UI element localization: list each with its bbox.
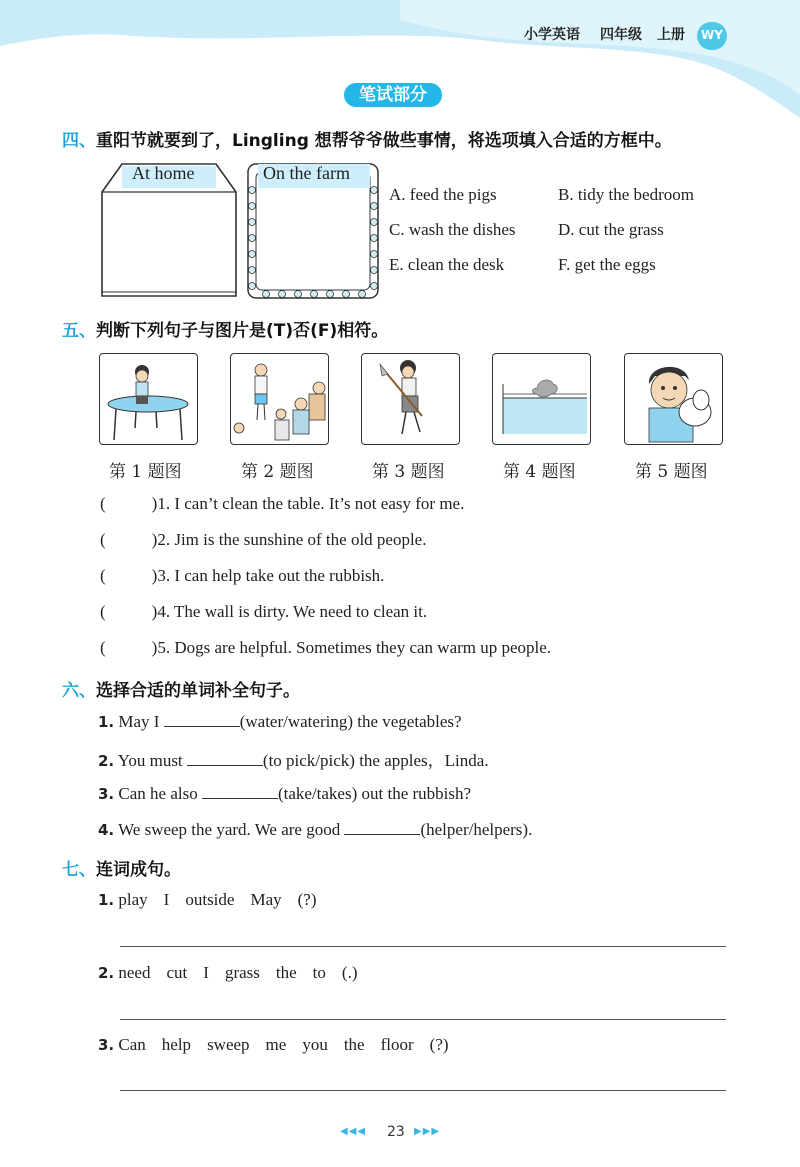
boy-cleaning-table-illustration: [100, 354, 197, 444]
q6-number: 六、: [62, 681, 96, 701]
q5-number: 五、: [62, 321, 96, 341]
item-number: 2.: [98, 964, 115, 982]
q6-title: 选择合适的单词补全句子。: [96, 681, 300, 701]
q5-heading: [62, 316, 388, 341]
sentence-before: You must: [117, 751, 183, 770]
q4-title: 重阳节就要到了，Lingling 想帮爷爷做些事情，将选项填入合适的方框中。: [96, 131, 672, 151]
section-banner: 笔试部分: [344, 83, 442, 107]
header-grade: 四年级: [600, 27, 642, 43]
sentence-before: Can he also: [118, 784, 198, 803]
scrambled-word: you: [302, 1035, 328, 1054]
prev-arrows-icon: ◀◀◀: [340, 1126, 367, 1137]
picture-4: [492, 353, 591, 445]
q5-item-5: [100, 638, 551, 658]
next-arrows-icon: ▶▶▶: [414, 1126, 441, 1137]
q5-item-text: 4. The wall is dirty. We need to clean it.: [157, 602, 428, 621]
scrambled-word: the: [343, 1035, 365, 1054]
scrambled-word: me: [265, 1035, 287, 1054]
answer-line-2[interactable]: [120, 1019, 726, 1020]
scrambled-word: help: [161, 1035, 192, 1054]
answer-line-1[interactable]: [120, 946, 726, 947]
answer-close-paren: ): [151, 530, 158, 549]
sentence-before: May I: [118, 712, 160, 731]
q5-item-text: 1. I can’t clean the table. It’s not easy for me.: [157, 494, 465, 513]
option-d: D. cut the grass: [558, 220, 664, 239]
picture-5: [624, 353, 723, 445]
q5-item-2: [100, 530, 426, 550]
end-punctuation: (?): [429, 1035, 449, 1054]
boy-hugging-dog-illustration: [625, 354, 722, 444]
q4-heading: [62, 126, 672, 151]
q4-number: 四、: [62, 131, 96, 151]
scrambled-word: Can: [118, 1035, 146, 1054]
scrambled-word: sweep: [207, 1035, 250, 1054]
picture-3: [361, 353, 460, 445]
girl-with-broom-illustration: [362, 354, 459, 444]
end-punctuation: (.): [341, 963, 358, 982]
scrambled-word: floor: [380, 1035, 414, 1054]
scrambled-word: cut: [166, 963, 188, 982]
answer-open-paren: (: [100, 602, 106, 621]
scrambled-word: to: [312, 963, 326, 982]
q5-item-text: 3. I can help take out the rubbish.: [157, 566, 385, 585]
item-number: 1.: [98, 713, 115, 731]
item-number: 2.: [98, 752, 115, 770]
header-volume: 上册: [657, 27, 685, 43]
caption-1: 第 1 题图: [109, 462, 182, 482]
answer-open-paren: (: [100, 638, 106, 657]
fill-blank[interactable]: [187, 749, 263, 766]
q5-title: 判断下列句子与图片是(T)否(F)相符。: [96, 321, 389, 341]
q6-item-2: [98, 746, 489, 771]
answer-close-paren: ): [151, 602, 158, 621]
q5-item-text: 5. Dogs are helpful. Sometimes they can warm up people.: [157, 638, 552, 657]
fill-blank[interactable]: [164, 710, 240, 727]
boy-with-old-people-illustration: [231, 354, 328, 444]
answer-open-paren: (: [100, 530, 106, 549]
option-e: E. clean the desk: [389, 255, 505, 274]
picture-1: [99, 353, 198, 445]
q5-item-1: [100, 494, 464, 514]
item-number: 3.: [98, 785, 115, 803]
q7-title: 连词成句。: [96, 860, 181, 880]
q6-heading: [62, 676, 300, 701]
on-the-farm-label: On the farm: [263, 163, 350, 183]
option-b: B. tidy the bedroom: [558, 185, 694, 204]
answer-close-paren: ): [151, 566, 158, 585]
sentence-after: (take/takes) out the rubbish?: [277, 784, 472, 803]
scrambled-word: May: [250, 890, 282, 909]
page-number: 23: [387, 1124, 405, 1140]
q7-item-3: [98, 1035, 449, 1055]
answer-close-paren: ): [151, 494, 158, 513]
sentence-after: (helper/helpers).: [420, 820, 533, 839]
scrambled-word: the: [275, 963, 297, 982]
q7-item-2: [98, 963, 357, 983]
q7-item-1: [98, 890, 317, 910]
fill-blank[interactable]: [202, 782, 278, 799]
item-number: 4.: [98, 821, 115, 839]
fill-blank[interactable]: [344, 818, 420, 835]
scrambled-word: I: [163, 890, 170, 909]
dirty-wall-illustration: [493, 354, 590, 444]
sentence-after: (water/watering) the vegetables?: [239, 712, 462, 731]
end-punctuation: (?): [297, 890, 317, 909]
header-subject: 小学英语: [524, 27, 580, 43]
q5-item-4: [100, 602, 427, 622]
item-number: 1.: [98, 891, 115, 909]
answer-open-paren: (: [100, 494, 106, 513]
answer-open-paren: (: [100, 566, 106, 585]
caption-5: 第 5 题图: [635, 462, 708, 482]
sentence-after: (to pick/pick) the apples，Linda.: [262, 751, 489, 770]
item-number: 3.: [98, 1036, 115, 1054]
option-c: C. wash the dishes: [389, 220, 516, 239]
q5-item-3: [100, 566, 384, 586]
at-home-label: At home: [132, 163, 195, 183]
scrambled-word: need: [118, 963, 151, 982]
picture-2: [230, 353, 329, 445]
q7-heading: [62, 855, 181, 880]
scrambled-word: grass: [224, 963, 260, 982]
edition-badge: WY: [697, 22, 727, 50]
option-a: A. feed the pigs: [389, 185, 497, 204]
q6-item-3: [98, 782, 471, 804]
q6-item-4: [98, 818, 532, 840]
q7-number: 七、: [62, 860, 96, 880]
scrambled-word: I: [203, 963, 209, 982]
scrambled-word: outside: [185, 890, 235, 909]
caption-2: 第 2 题图: [241, 462, 314, 482]
option-f: F. get the eggs: [558, 255, 656, 274]
caption-3: 第 3 题图: [372, 462, 445, 482]
caption-4: 第 4 题图: [503, 462, 576, 482]
answer-line-3[interactable]: [120, 1090, 726, 1091]
scrambled-word: play: [118, 890, 148, 909]
answer-close-paren: ): [151, 638, 158, 657]
q5-item-text: 2. Jim is the sunshine of the old people.: [157, 530, 427, 549]
q6-item-1: [98, 710, 462, 732]
sentence-before: We sweep the yard. We are good: [118, 820, 341, 839]
